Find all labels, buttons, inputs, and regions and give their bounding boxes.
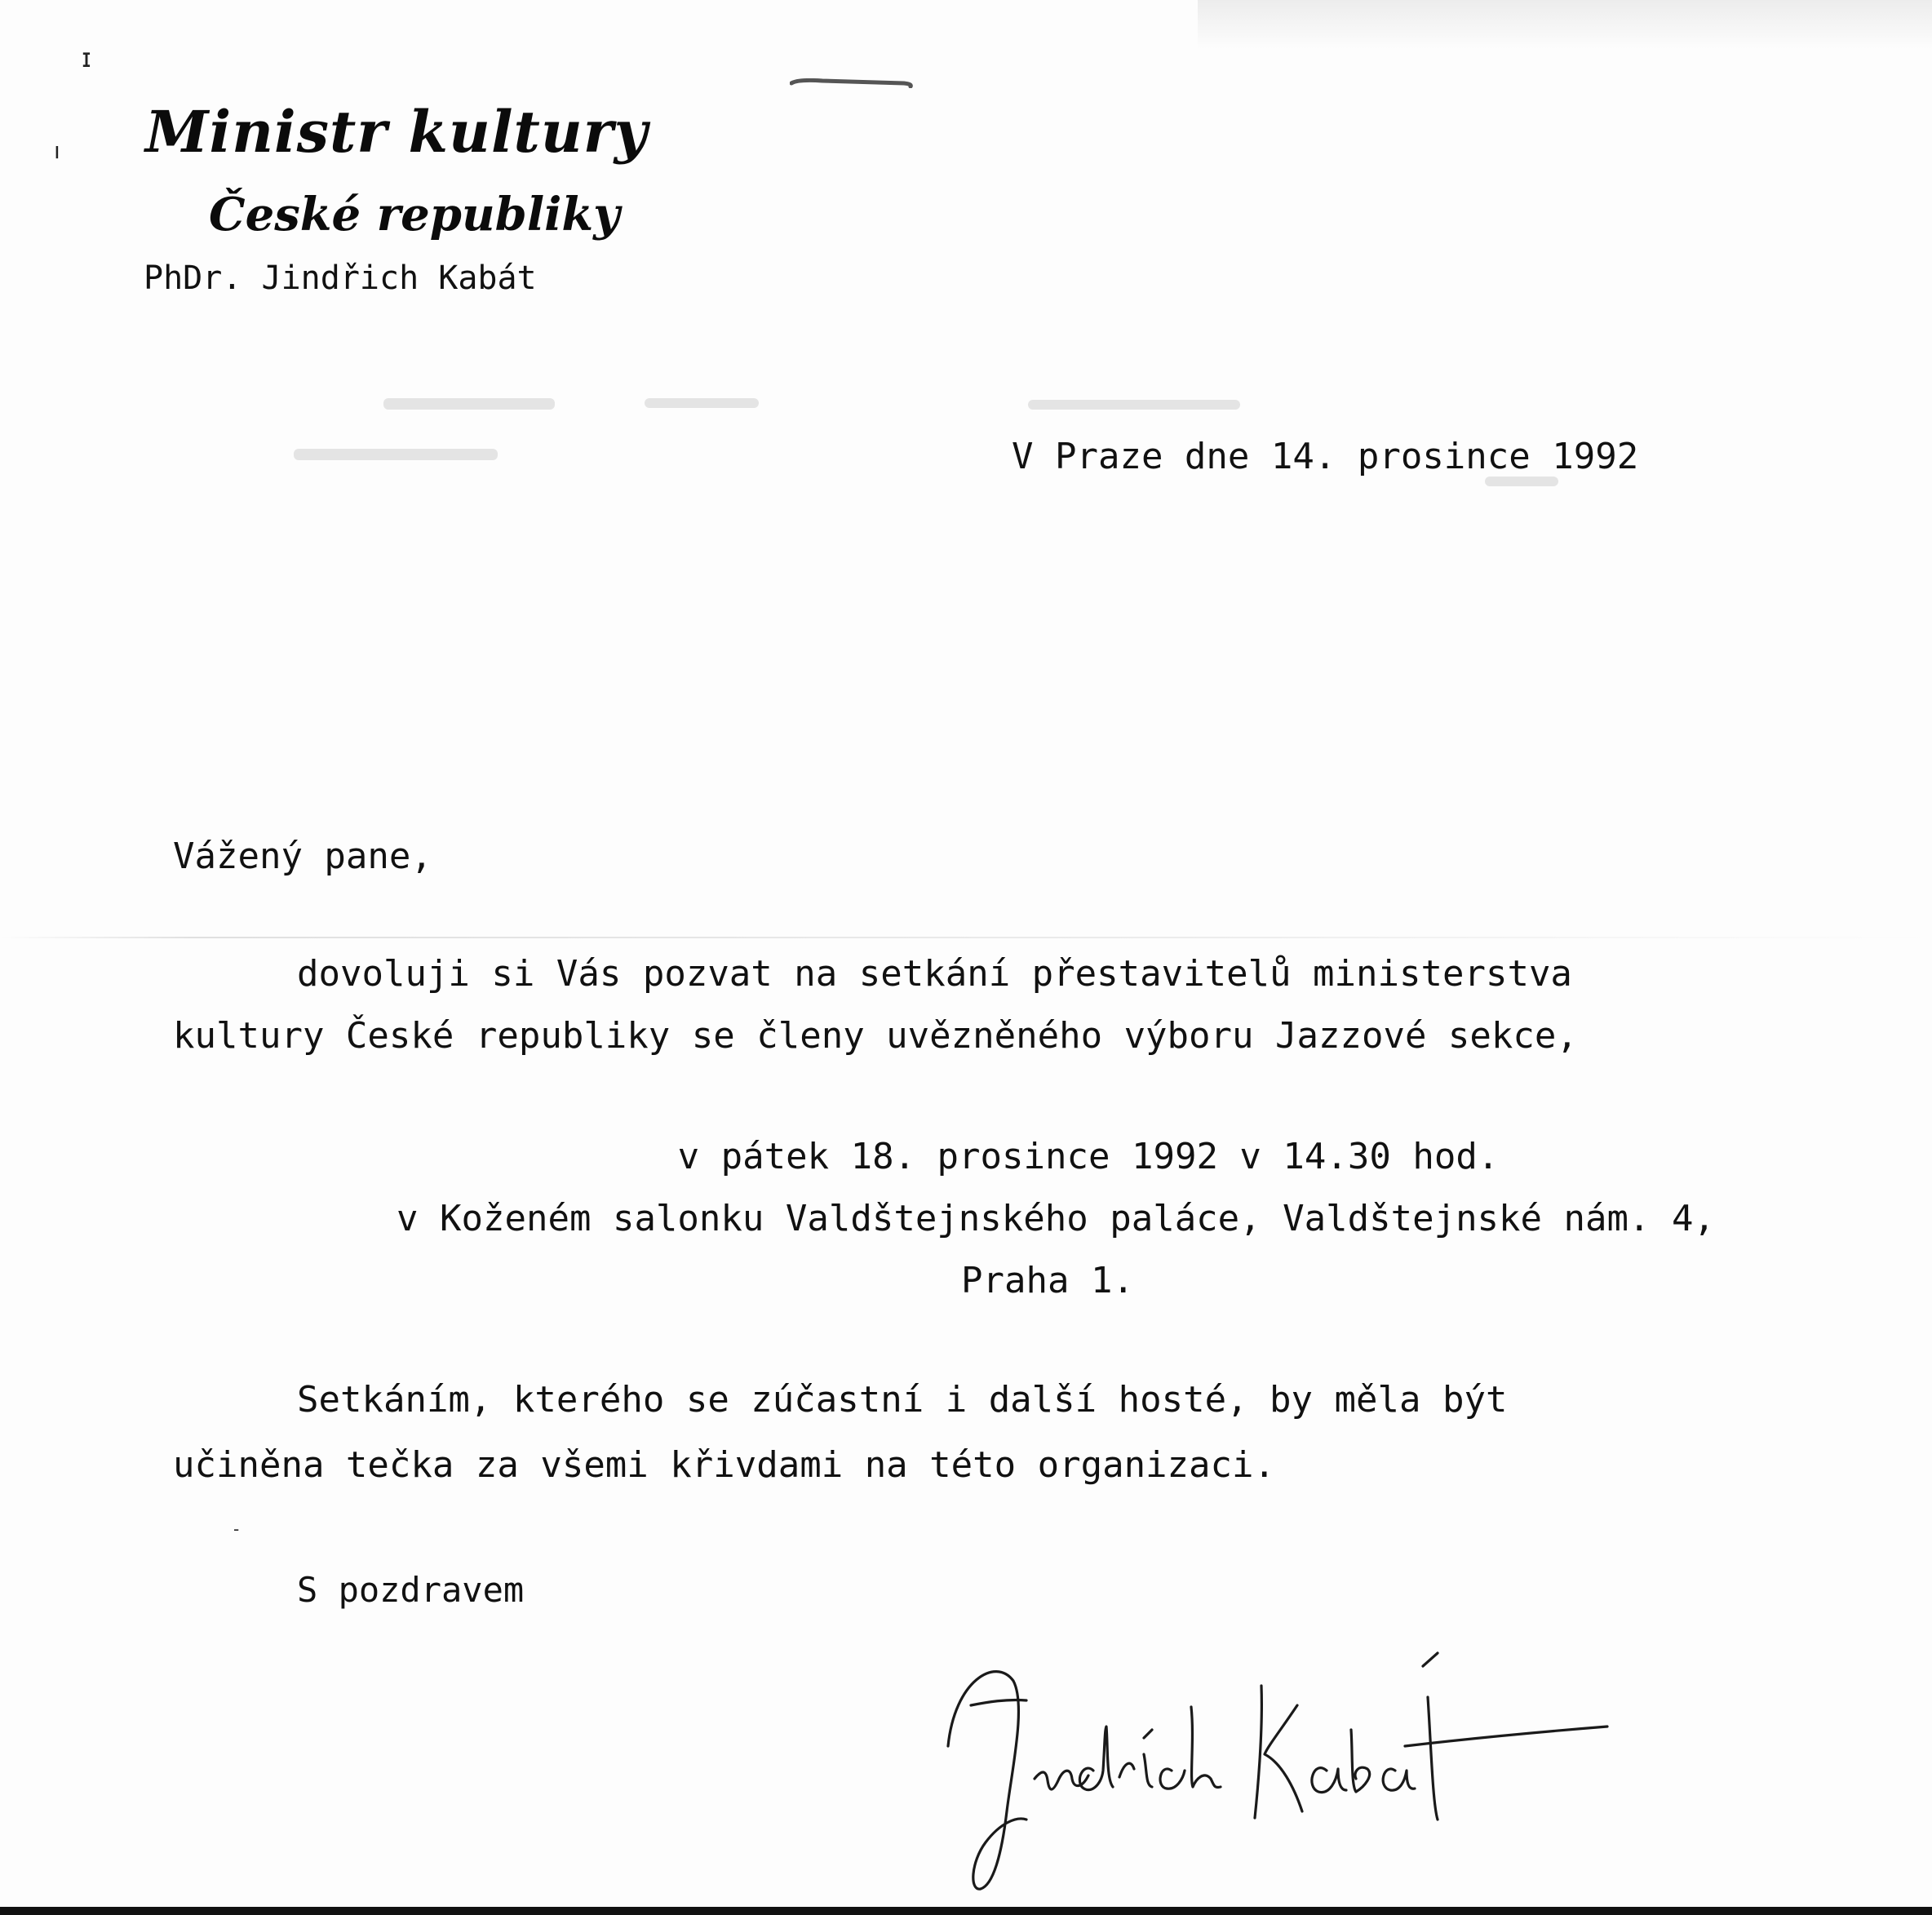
- date-line: V Praze dne 14. prosince 1992: [1012, 436, 1639, 477]
- sender-name: PhDr. Jindřich Kabát: [144, 259, 537, 297]
- letterhead-title: Ministr kultury: [145, 98, 649, 166]
- scan-speck: -: [233, 1519, 240, 1539]
- event-city: Praha 1.: [961, 1260, 1134, 1301]
- letterhead-subtitle: České republiky: [209, 188, 620, 242]
- handwritten-signature: [938, 1648, 1615, 1893]
- closing: S pozdravem: [297, 1570, 525, 1610]
- scan-bottom-edge: [0, 1907, 1932, 1915]
- paper-fold-line: [0, 937, 1932, 938]
- event-datetime: v pátek 18. prosince 1992 v 14.30 hod.: [677, 1136, 1500, 1177]
- event-venue: v Koženém salonku Valdštejnského paláce, Valdštejnské nám. 4,: [397, 1198, 1715, 1239]
- paragraph1-line1: dovoluji si Vás pozvat na setkání přestavitelů ministerstva: [297, 953, 1572, 995]
- paragraph1-line2: kultury České republiky se členy uvězněného výboru Jazzové sekce,: [173, 1015, 1578, 1057]
- paragraph2-line1: Setkáním, kterého se zúčastní i další hosté, by měla být: [297, 1379, 1508, 1421]
- staple-mark: [790, 78, 914, 88]
- paragraph2-line2: učiněna tečka za všemi křivdami na této organizaci.: [173, 1444, 1276, 1486]
- scan-speck: ɪ: [82, 42, 91, 73]
- salutation: Vážený pane,: [173, 836, 432, 877]
- scan-speck: ı: [54, 137, 60, 164]
- scan-shadow: [1198, 0, 1932, 49]
